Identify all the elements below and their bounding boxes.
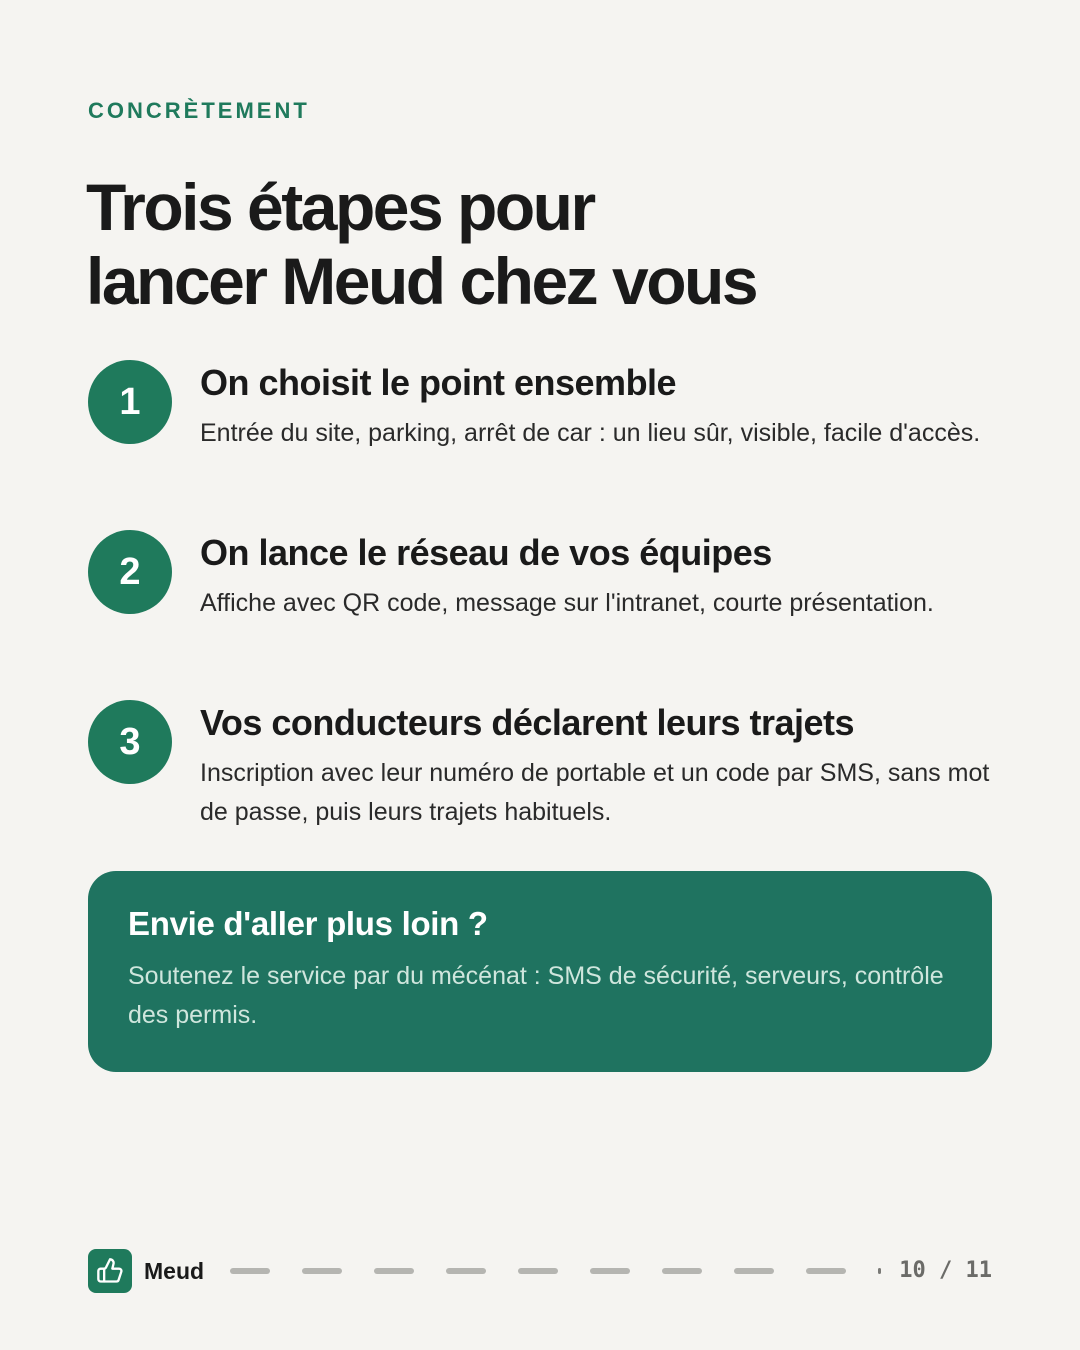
step-description: Affiche avec QR code, message sur l'intranet, courte présentation. — [200, 589, 934, 617]
brand-name: Meud — [144, 1258, 205, 1284]
page-title-line-2: lancer Meud chez vous — [86, 244, 757, 318]
page-indicator: 10 / 11 — [899, 1258, 992, 1283]
callout-text: Soutenez le service par du mécénat : SMS de sécurité, serveurs, contrôle des permis. — [128, 962, 944, 1029]
step-description: Inscription avec leur numéro de portable et un code par SMS, sans mot de passe, puis leurs trajets habituels. — [200, 759, 990, 826]
step-number-badge: 2 — [88, 530, 172, 614]
step-title: Vos conducteurs déclarent leurs trajets — [200, 702, 855, 743]
progress-dash-current — [878, 1268, 881, 1274]
callout-title: Envie d'aller plus loin ? — [128, 905, 488, 942]
page-progress — [230, 1268, 890, 1274]
progress-dash — [302, 1268, 342, 1274]
eyebrow-label: CONCRÈTEMENT — [88, 98, 310, 123]
step-title: On choisit le point ensemble — [200, 362, 677, 403]
page-title — [86, 170, 756, 318]
thumbs-up-icon — [96, 1257, 124, 1285]
progress-dash — [230, 1268, 270, 1274]
progress-dash — [374, 1268, 414, 1274]
brand-logo — [88, 1249, 132, 1293]
progress-dash — [806, 1268, 846, 1274]
page-title-line-1: Trois étapes pour — [86, 170, 594, 244]
step-description: Entrée du site, parking, arrêt de car : un lieu sûr, visible, facile d'accès. — [200, 419, 981, 447]
progress-dash — [518, 1268, 558, 1274]
step-number-badge: 3 — [88, 700, 172, 784]
progress-dash — [446, 1268, 486, 1274]
progress-dash — [734, 1268, 774, 1274]
progress-dash — [590, 1268, 630, 1274]
progress-dash — [662, 1268, 702, 1274]
footer — [88, 1249, 992, 1293]
step-number-badge: 1 — [88, 360, 172, 444]
sponsorship-callout — [88, 871, 992, 1072]
step-title: On lance le réseau de vos équipes — [200, 532, 772, 573]
